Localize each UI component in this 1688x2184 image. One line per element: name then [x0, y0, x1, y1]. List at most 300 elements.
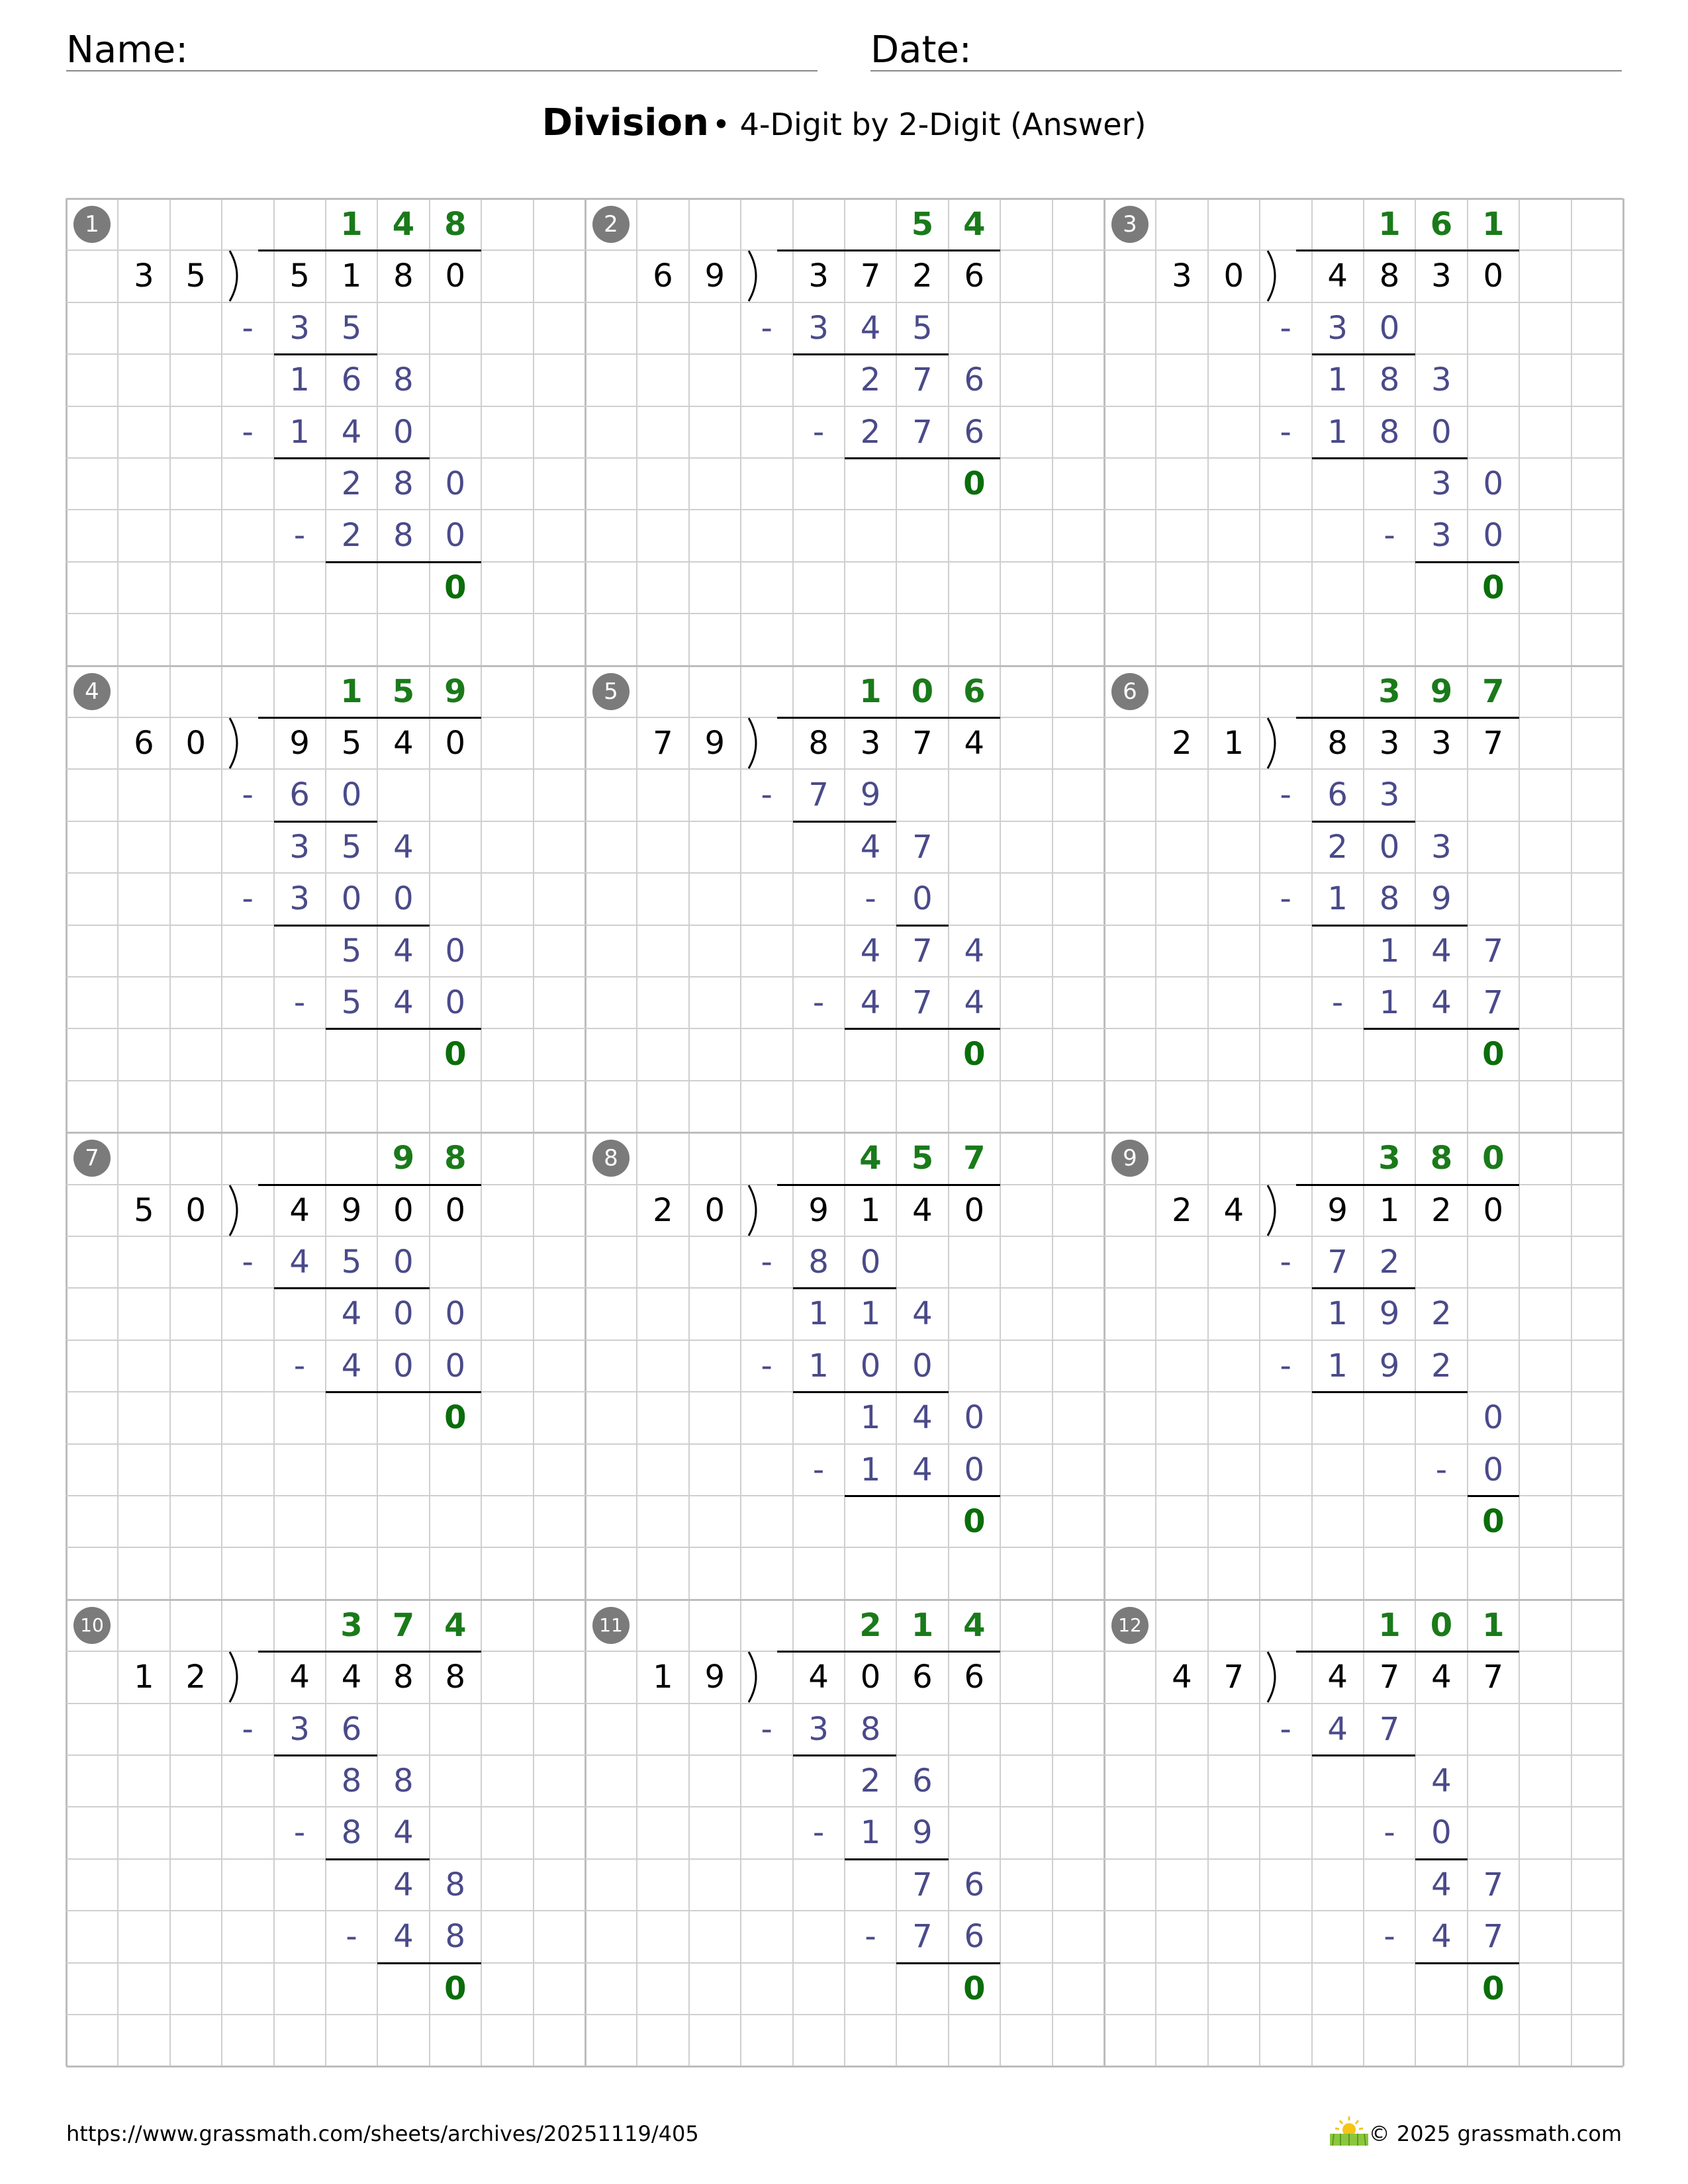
dividend-digit: 0: [1483, 1191, 1504, 1229]
grid-line: [66, 2014, 1623, 2015]
subtrahend-digit: 7: [1379, 1710, 1400, 1748]
subtrahend-digit: 0: [1379, 309, 1400, 347]
subtrahend-digit: 5: [912, 309, 933, 347]
remainder-digit: 9: [1379, 1295, 1400, 1333]
worksheet-title: [0, 101, 1688, 144]
subtrahend-digit: 4: [1431, 984, 1452, 1021]
footer-url[interactable]: https://www.grassmath.com/sheets/archives/20251119/405: [66, 2121, 699, 2146]
dividend-digit: 4: [1327, 257, 1348, 295]
minus-sign: -: [242, 309, 254, 347]
subtrahend-digit: 2: [341, 517, 362, 555]
subtrahend-digit: 0: [912, 880, 933, 918]
dividend-digit: 4: [808, 1659, 829, 1696]
dividend-digit: 4: [964, 725, 985, 762]
subtrahend-digit: 7: [1327, 1244, 1348, 1281]
subtrahend-digit: 8: [393, 517, 414, 555]
remainder-digit: 0: [1483, 1399, 1504, 1437]
minus-sign: -: [1280, 880, 1291, 918]
subtrahend-digit: 7: [912, 413, 933, 451]
subtrahend-digit: 5: [341, 309, 362, 347]
dividend-digit: 8: [808, 725, 829, 762]
subtrahend-digit: 3: [1327, 309, 1348, 347]
minus-sign: -: [1383, 1918, 1395, 1956]
remainder-digit: 0: [445, 932, 466, 970]
subtrahend-digit: 9: [1379, 1347, 1400, 1385]
divisor-digit: 5: [185, 257, 207, 295]
quotient-digit: 1: [1482, 206, 1505, 243]
dividend-digit: 3: [1431, 257, 1452, 295]
dividend-digit: 5: [289, 257, 310, 295]
subtrahend-digit: 8: [1379, 413, 1400, 451]
remainder-digit: 4: [393, 828, 414, 866]
quotient-digit: 9: [392, 1140, 415, 1177]
remainder-digit: 4: [860, 828, 881, 866]
quotient-digit: 1: [340, 672, 363, 710]
quotient-digit: 1: [911, 1606, 934, 1644]
subtrahend-digit: 1: [860, 1451, 881, 1488]
problem-number-badge: 12: [1111, 1607, 1149, 1644]
dividend-digit: 0: [1483, 257, 1504, 295]
division-bracket: [746, 1184, 766, 1237]
remainder-digit: 7: [912, 828, 933, 866]
remainder-digit: 4: [912, 1399, 933, 1437]
subtraction-line: [1312, 1391, 1468, 1393]
remainder-digit: 8: [445, 1866, 466, 1903]
minus-sign: -: [761, 1347, 773, 1385]
minus-sign: -: [761, 776, 773, 814]
subtrahend-digit: 2: [1379, 1244, 1400, 1281]
remainder-digit: 6: [964, 1866, 985, 1903]
dividend-digit: 7: [860, 257, 881, 295]
minus-sign: -: [1435, 1451, 1448, 1488]
divisor-digit: 0: [185, 725, 207, 762]
subtrahend-digit: 0: [393, 880, 414, 918]
date-field[interactable]: [870, 25, 1622, 71]
subtrahend-digit: 0: [341, 776, 362, 814]
divisor-digit: 4: [1172, 1659, 1192, 1696]
minus-sign: -: [1383, 517, 1395, 555]
subtrahend-digit: 1: [1327, 413, 1348, 451]
subtrahend-digit: 4: [1327, 1710, 1348, 1748]
minus-sign: -: [242, 1244, 254, 1281]
remainder-digit: 0: [1483, 465, 1504, 502]
quotient-digit: 6: [963, 672, 986, 710]
divisor-digit: 6: [134, 725, 154, 762]
subtrahend-digit: 8: [341, 1814, 362, 1852]
subtrahend-digit: 7: [1483, 984, 1504, 1021]
remainder-digit: 2: [860, 1762, 881, 1799]
quotient-digit: 3: [340, 1606, 363, 1644]
remainder-digit: 3: [289, 828, 310, 866]
dividend-digit: 0: [860, 1659, 881, 1696]
quotient-digit: 7: [1482, 672, 1505, 710]
divisor-digit: 9: [704, 257, 726, 295]
dividend-digit: 3: [1431, 725, 1452, 762]
subtrahend-digit: 7: [912, 1918, 933, 1956]
final-remainder: 0: [1482, 1503, 1505, 1540]
quotient-digit: 4: [859, 1140, 882, 1177]
dividend-digit: 7: [1379, 1659, 1400, 1696]
subtrahend-digit: 9: [1431, 880, 1452, 918]
remainder-digit: 1: [1327, 361, 1348, 399]
remainder-digit: 4: [860, 932, 881, 970]
remainder-digit: 4: [1431, 1866, 1452, 1903]
subtrahend-digit: 6: [964, 1918, 985, 1956]
subtrahend-digit: 0: [445, 1347, 466, 1385]
dividend-digit: 4: [289, 1659, 310, 1696]
subtrahend-digit: 0: [341, 880, 362, 918]
remainder-digit: 5: [341, 932, 362, 970]
divisor-digit: 4: [1223, 1191, 1244, 1229]
quotient-digit: 0: [1430, 1606, 1453, 1644]
dividend-digit: 4: [341, 1659, 362, 1696]
remainder-digit: 0: [964, 1399, 985, 1437]
divisor-digit: 7: [653, 725, 673, 762]
minus-sign: -: [293, 1814, 306, 1852]
subtrahend-digit: 8: [808, 1244, 829, 1281]
subtrahend-digit: 4: [1431, 1918, 1452, 1956]
minus-sign: -: [812, 413, 825, 451]
remainder-digit: 4: [964, 932, 985, 970]
dividend-digit: 4: [393, 725, 414, 762]
subtrahend-digit: 0: [1483, 1451, 1504, 1488]
minus-sign: -: [242, 880, 254, 918]
divisor-digit: 1: [653, 1659, 673, 1696]
quotient-digit: 8: [444, 206, 467, 243]
subtrahend-digit: 5: [341, 1244, 362, 1281]
subtrahend-digit: 4: [912, 1451, 933, 1488]
subtrahend-digit: 7: [1483, 1918, 1504, 1956]
remainder-digit: 1: [860, 1295, 881, 1333]
minus-sign: -: [812, 1451, 825, 1488]
subtrahend-digit: 1: [860, 1814, 881, 1852]
minus-sign: -: [1280, 413, 1291, 451]
dividend-digit: 6: [964, 257, 985, 295]
divisor-digit: 1: [1223, 725, 1244, 762]
minus-sign: -: [812, 1814, 825, 1852]
remainder-digit: 2: [341, 465, 362, 502]
grid-line: [66, 1547, 1623, 1548]
subtrahend-digit: 0: [1483, 517, 1504, 555]
remainder-digit: 4: [393, 932, 414, 970]
subtrahend-digit: 4: [964, 984, 985, 1021]
subtrahend-digit: 6: [1327, 776, 1348, 814]
final-remainder: 0: [963, 1503, 986, 1540]
minus-sign: -: [1280, 776, 1291, 814]
quotient-digit: 8: [444, 1140, 467, 1177]
remainder-digit: 8: [1379, 361, 1400, 399]
remainder-digit: 1: [808, 1295, 829, 1333]
dividend-digit: 8: [445, 1659, 466, 1696]
minus-sign: -: [346, 1918, 357, 1956]
minus-sign: -: [1383, 1814, 1395, 1852]
minus-sign: -: [865, 880, 876, 918]
remainder-digit: 1: [1379, 932, 1400, 970]
quotient-digit: 6: [1430, 206, 1453, 243]
division-bracket: [227, 1651, 247, 1704]
subtrahend-digit: 8: [860, 1710, 881, 1748]
subtrahend-digit: 0: [393, 1244, 414, 1281]
subtrahend-digit: 4: [393, 984, 414, 1021]
divisor-digit: 3: [1172, 257, 1192, 295]
minus-sign: -: [1280, 309, 1291, 347]
dividend-digit: 7: [912, 725, 933, 762]
subtrahend-digit: 3: [1379, 776, 1400, 814]
quotient-digit: 4: [392, 206, 415, 243]
minus-sign: -: [1280, 1244, 1291, 1281]
minus-sign: -: [242, 413, 254, 451]
subtrahend-digit: 0: [1431, 413, 1452, 451]
subtrahend-digit: 0: [393, 413, 414, 451]
quotient-digit: 1: [1378, 206, 1401, 243]
final-remainder: 0: [444, 569, 467, 606]
subtrahend-digit: 3: [289, 1710, 310, 1748]
remainder-digit: 7: [1483, 1866, 1504, 1903]
remainder-digit: 0: [445, 465, 466, 502]
dividend-digit: 4: [1431, 1659, 1452, 1696]
dividend-digit: 3: [1379, 725, 1400, 762]
remainder-digit: 7: [912, 361, 933, 399]
subtrahend-digit: 4: [289, 1244, 310, 1281]
quotient-digit: 7: [963, 1140, 986, 1177]
division-bracket: [746, 250, 766, 302]
dividend-digit: 9: [1327, 1191, 1348, 1229]
minus-sign: -: [242, 776, 254, 814]
subtrahend-digit: 1: [808, 1347, 829, 1385]
remainder-digit: 2: [1431, 1295, 1452, 1333]
divisor-digit: 6: [653, 257, 673, 295]
dividend-digit: 7: [1483, 1659, 1504, 1696]
subtrahend-digit: 0: [912, 1347, 933, 1385]
problem-number-badge: 7: [73, 1140, 111, 1177]
dividend-digit: 2: [912, 257, 933, 295]
minus-sign: -: [761, 1244, 773, 1281]
divisor-digit: 0: [1223, 257, 1244, 295]
division-bracket: [227, 1184, 247, 1237]
subtrahend-digit: 8: [445, 1918, 466, 1956]
division-bracket: [746, 717, 766, 770]
minus-sign: -: [1280, 1347, 1291, 1385]
minus-sign: -: [293, 1347, 306, 1385]
quotient-digit: 3: [1378, 672, 1401, 710]
subtrahend-digit: 0: [860, 1347, 881, 1385]
minus-sign: -: [761, 1710, 773, 1748]
minus-sign: -: [865, 1918, 876, 1956]
remainder-digit: 6: [964, 361, 985, 399]
remainder-digit: 6: [912, 1762, 933, 1799]
divisor-digit: 5: [134, 1191, 154, 1229]
subtrahend-digit: 3: [1431, 517, 1452, 555]
divisor-digit: 2: [653, 1191, 673, 1229]
dividend-digit: 4: [289, 1191, 310, 1229]
problem-number-badge: 8: [592, 1140, 630, 1177]
quotient-digit: 4: [963, 1606, 986, 1644]
name-field[interactable]: [66, 25, 818, 71]
dividend-digit: 8: [393, 1659, 414, 1696]
subtrahend-digit: 4: [860, 309, 881, 347]
dividend-digit: 0: [393, 1191, 414, 1229]
subtrahend-digit: 0: [860, 1244, 881, 1281]
remainder-digit: 3: [1431, 828, 1452, 866]
subtrahend-digit: 0: [445, 517, 466, 555]
division-bracket: [1265, 1651, 1285, 1704]
remainder-digit: 0: [393, 1295, 414, 1333]
quotient-digit: 0: [1482, 1140, 1505, 1177]
minus-sign: -: [812, 984, 825, 1021]
subtrahend-digit: 6: [964, 413, 985, 451]
divisor-digit: 9: [704, 1659, 726, 1696]
subtrahend-digit: 0: [1431, 1814, 1452, 1852]
subtrahend-digit: 1: [289, 413, 310, 451]
remainder-digit: 2: [860, 361, 881, 399]
subtrahend-digit: 9: [912, 1814, 933, 1852]
subtrahend-digit: 4: [341, 413, 362, 451]
quotient-digit: 1: [859, 672, 882, 710]
remainder-digit: 5: [341, 828, 362, 866]
dividend-digit: 4: [1327, 1659, 1348, 1696]
final-remainder: 0: [963, 465, 986, 502]
subtraction-line: [1312, 1754, 1416, 1756]
subtrahend-digit: 1: [1327, 880, 1348, 918]
quotient-digit: 5: [911, 206, 934, 243]
subtrahend-digit: 3: [808, 309, 829, 347]
subtrahend-digit: 6: [289, 776, 310, 814]
dividend-digit: 4: [912, 1191, 933, 1229]
divisor-digit: 7: [1223, 1659, 1244, 1696]
divisor-digit: 1: [134, 1659, 154, 1696]
problem-number-badge: 6: [1111, 673, 1149, 710]
quotient-digit: 1: [1378, 1606, 1401, 1644]
final-remainder: 0: [444, 1970, 467, 2007]
quotient-digit: 0: [911, 672, 934, 710]
dividend-digit: 1: [1379, 1191, 1400, 1229]
remainder-digit: 7: [912, 1866, 933, 1903]
minus-sign: -: [1331, 984, 1344, 1021]
remainder-digit: 1: [1327, 1295, 1348, 1333]
subtrahend-digit: 3: [289, 880, 310, 918]
divisor-digit: 0: [704, 1191, 726, 1229]
divisor-digit: 0: [185, 1191, 207, 1229]
dividend-digit: 8: [1379, 257, 1400, 295]
remainder-digit: 1: [860, 1399, 881, 1437]
remainder-digit: 2: [1327, 828, 1348, 866]
title-subtitle: • 4-Digit by 2-Digit (Answer): [712, 107, 1147, 142]
problem-number-badge: 9: [1111, 1140, 1149, 1177]
dividend-digit: 6: [912, 1659, 933, 1696]
subtrahend-digit: 4: [393, 1918, 414, 1956]
subtrahend-digit: 4: [341, 1347, 362, 1385]
quotient-digit: 9: [1430, 672, 1453, 710]
name-label: Name:: [66, 28, 189, 71]
remainder-digit: 4: [1431, 932, 1452, 970]
subtrahend-digit: 0: [445, 984, 466, 1021]
grid-line: [66, 2066, 1623, 2068]
remainder-digit: 8: [341, 1762, 362, 1799]
quotient-digit: 3: [1378, 1140, 1401, 1177]
date-label: Date:: [870, 28, 972, 71]
subtrahend-digit: 3: [289, 309, 310, 347]
final-remainder: 0: [444, 1036, 467, 1073]
subtrahend-digit: 6: [341, 1710, 362, 1748]
quotient-digit: 4: [963, 206, 986, 243]
quotient-digit: 1: [1482, 1606, 1505, 1644]
problem-number-badge: 1: [73, 206, 111, 243]
subtrahend-digit: 8: [1379, 880, 1400, 918]
dividend-digit: 1: [860, 1191, 881, 1229]
subtrahend-digit: 1: [1327, 1347, 1348, 1385]
quotient-digit: 8: [1430, 1140, 1453, 1177]
dividend-digit: 3: [808, 257, 829, 295]
dividend-digit: 9: [341, 1191, 362, 1229]
divisor-digit: 9: [704, 725, 726, 762]
dividend-digit: 8: [1327, 725, 1348, 762]
remainder-digit: 7: [912, 932, 933, 970]
problem-number-badge: 2: [592, 206, 630, 243]
subtrahend-digit: 7: [912, 984, 933, 1021]
problem-number-badge: 11: [592, 1607, 630, 1644]
minus-sign: -: [242, 1710, 254, 1748]
dividend-digit: 0: [964, 1191, 985, 1229]
subtrahend-digit: 0: [964, 1451, 985, 1488]
dividend-digit: 7: [1483, 725, 1504, 762]
quotient-digit: 5: [392, 672, 415, 710]
final-remainder: 0: [963, 1970, 986, 2007]
quotient-digit: 2: [859, 1606, 882, 1644]
subtrahend-digit: 2: [860, 413, 881, 451]
division-bracket: [1265, 717, 1285, 770]
problem-grid: [66, 199, 1623, 2089]
dividend-digit: 2: [1431, 1191, 1452, 1229]
dividend-digit: 0: [445, 725, 466, 762]
remainder-digit: 6: [341, 361, 362, 399]
division-bracket: [1265, 250, 1285, 302]
divisor-digit: 2: [1172, 1191, 1192, 1229]
grassmath-logo-icon: [1327, 2115, 1371, 2147]
problem-number-badge: 3: [1111, 206, 1149, 243]
final-remainder: 0: [444, 1399, 467, 1437]
final-remainder: 0: [1482, 569, 1505, 606]
divisor-digit: 2: [1172, 725, 1192, 762]
remainder-digit: 8: [393, 1762, 414, 1799]
dividend-digit: 1: [341, 257, 362, 295]
minus-sign: -: [1280, 1710, 1291, 1748]
division-bracket: [1265, 1184, 1285, 1237]
dividend-digit: 5: [341, 725, 362, 762]
subtrahend-digit: 4: [393, 1814, 414, 1852]
dividend-digit: 8: [393, 257, 414, 295]
subtrahend-digit: 7: [808, 776, 829, 814]
subtrahend-digit: 9: [860, 776, 881, 814]
minus-sign: -: [761, 309, 773, 347]
remainder-digit: 3: [1431, 361, 1452, 399]
subtrahend-digit: 2: [1431, 1347, 1452, 1385]
quotient-digit: 4: [444, 1606, 467, 1644]
remainder-digit: 1: [289, 361, 310, 399]
division-bracket: [227, 250, 247, 302]
final-remainder: 0: [1482, 1970, 1505, 2007]
quotient-digit: 5: [911, 1140, 934, 1177]
minus-sign: -: [293, 984, 306, 1021]
subtrahend-digit: 1: [1379, 984, 1400, 1021]
divisor-digit: 3: [134, 257, 154, 295]
subtrahend-digit: 5: [341, 984, 362, 1021]
division-bracket: [746, 1651, 766, 1704]
quotient-digit: 7: [392, 1606, 415, 1644]
remainder-digit: 8: [393, 361, 414, 399]
division-bracket: [227, 717, 247, 770]
dividend-digit: 3: [860, 725, 881, 762]
remainder-digit: 0: [445, 1295, 466, 1333]
